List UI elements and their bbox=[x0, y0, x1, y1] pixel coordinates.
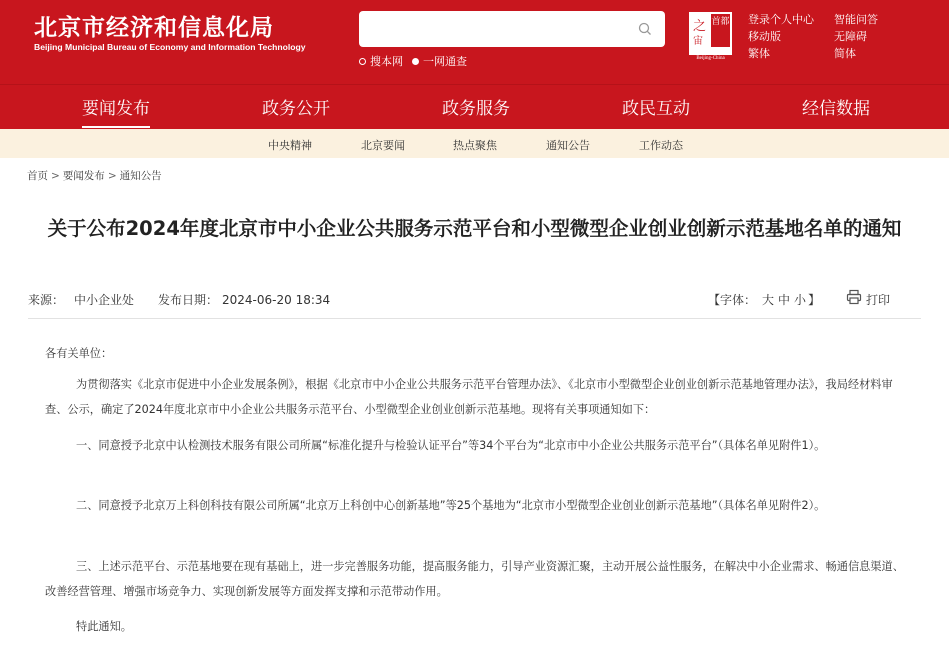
print-button[interactable]: 打印 bbox=[866, 293, 891, 307]
smart-qa-link[interactable]: 智能问答 bbox=[834, 13, 878, 26]
article-date bbox=[158, 291, 330, 308]
search-input[interactable] bbox=[359, 11, 665, 47]
font-size-large[interactable]: 大 bbox=[762, 293, 775, 307]
breadcrumb-home[interactable]: 首页 bbox=[27, 170, 48, 182]
main-nav-interaction[interactable]: 政民互动 bbox=[622, 99, 690, 119]
article-closing: 特此通知。 bbox=[76, 620, 132, 633]
article-paragraph: 为贯彻落实《北京市促进中小企业发展条例》，根据《北京市中小企业公共服务示范平台管理办法》、《北京市小型微型企业创业创新示范基地管理办法》，我局经材料审查、公示，确定了2024年度北京市中小企业公共服务示范平台、小型微型企业创业创新示范基地。现将有关事项通知如下： bbox=[45, 378, 893, 416]
radio-unselected-icon bbox=[359, 58, 366, 65]
capital-logo-text: 之 bbox=[693, 19, 707, 34]
search-icon[interactable] bbox=[637, 21, 653, 37]
breadcrumb-separator: > bbox=[107, 170, 117, 182]
font-size-label: 【字体： bbox=[708, 293, 757, 307]
breadcrumb-separator: > bbox=[51, 170, 60, 182]
article-paragraph: 二、同意授予北京万上科创科技有限公司所属“北京万上科创中心创新基地”等25个基地为“北京市小型微型企业创业创新示范基地”（具体名单见附件2）。 bbox=[76, 499, 826, 512]
main-nav bbox=[0, 84, 949, 129]
date-value: 2024-06-20 18:34 bbox=[222, 293, 331, 307]
sub-nav-hot-topics[interactable]: 热点聚焦 bbox=[453, 139, 497, 152]
site-logo-subtitle: Beijing Municipal Bureau of Economy and Information Technology bbox=[34, 42, 306, 52]
article-salutation: 各有关单位： bbox=[45, 347, 113, 360]
site-logo-title[interactable]: 北京市经济和信息化局 bbox=[34, 15, 274, 41]
breadcrumb bbox=[27, 168, 162, 183]
radio-selected-icon bbox=[412, 58, 419, 65]
main-nav-data[interactable]: 经信数据 bbox=[802, 99, 870, 119]
date-label: 发布日期： bbox=[158, 293, 219, 307]
site-header bbox=[0, 0, 949, 84]
capital-logo-caption: Beijing-China bbox=[696, 56, 725, 61]
font-size-medium[interactable]: 中 bbox=[778, 293, 791, 307]
accessibility-link[interactable]: 无障碍 bbox=[834, 30, 867, 43]
divider bbox=[28, 318, 921, 319]
search-scope-site[interactable] bbox=[359, 53, 403, 69]
login-link[interactable]: 登录个人中心 bbox=[748, 13, 814, 26]
simplified-chinese-link[interactable]: 简体 bbox=[834, 47, 856, 60]
traditional-chinese-link[interactable]: 繁体 bbox=[748, 47, 770, 60]
search-scope-all[interactable] bbox=[412, 53, 467, 69]
search-scope-label: 一网通查 bbox=[423, 55, 467, 68]
sub-nav-central-spirit[interactable]: 中央精神 bbox=[268, 139, 312, 152]
sub-nav-notices[interactable]: 通知公告 bbox=[546, 139, 590, 152]
main-nav-news[interactable]: 要闻发布 bbox=[82, 94, 150, 119]
print-icon[interactable] bbox=[846, 289, 862, 305]
sub-nav-work-updates[interactable]: 工作动态 bbox=[639, 139, 683, 152]
main-nav-affairs-open[interactable]: 政务公开 bbox=[262, 99, 330, 119]
font-size-small[interactable]: 小 bbox=[794, 293, 807, 307]
source-value: 中小企业处 bbox=[74, 293, 135, 307]
sub-nav bbox=[0, 129, 949, 158]
article-paragraph: 一、同意授予北京中认检测技术服务有限公司所属“标准化提升与检验认证平台”等34个平台为“北京市中小企业公共服务示范平台”（具体名单见附件1）。 bbox=[76, 439, 826, 452]
capital-logo-seal: 首都 bbox=[711, 14, 730, 47]
font-size-control bbox=[708, 291, 820, 308]
sub-nav-beijing-news[interactable]: 北京要闻 bbox=[361, 139, 405, 152]
breadcrumb-news[interactable]: 要闻发布 bbox=[62, 170, 105, 182]
capital-logo-text: 宙 bbox=[693, 36, 703, 47]
article-source bbox=[28, 291, 134, 308]
article-title: 关于公布2024年度北京市中小企业公共服务示范平台和小型微型企业创业创新示范基地名单的通知 bbox=[47, 217, 902, 240]
article-paragraph: 三、上述示范平台、示范基地要在现有基础上，进一步完善服务功能，提高服务能力，引导产业资源汇聚，主动开展公益性服务，在解决中小企业需求、畅通信息渠道、改善经营管理、增强市场竞争力、实现创新发展等方面发挥支撑和示范带动作用。 bbox=[45, 560, 904, 598]
source-label: 来源： bbox=[28, 293, 65, 307]
capital-logo[interactable] bbox=[689, 12, 732, 55]
font-size-close: 】 bbox=[808, 293, 821, 307]
search-scope-label: 搜本网 bbox=[370, 55, 403, 68]
mobile-version-link[interactable]: 移动版 bbox=[748, 30, 781, 43]
breadcrumb-notices[interactable]: 通知公告 bbox=[119, 170, 162, 182]
main-nav-services[interactable]: 政务服务 bbox=[442, 99, 510, 119]
